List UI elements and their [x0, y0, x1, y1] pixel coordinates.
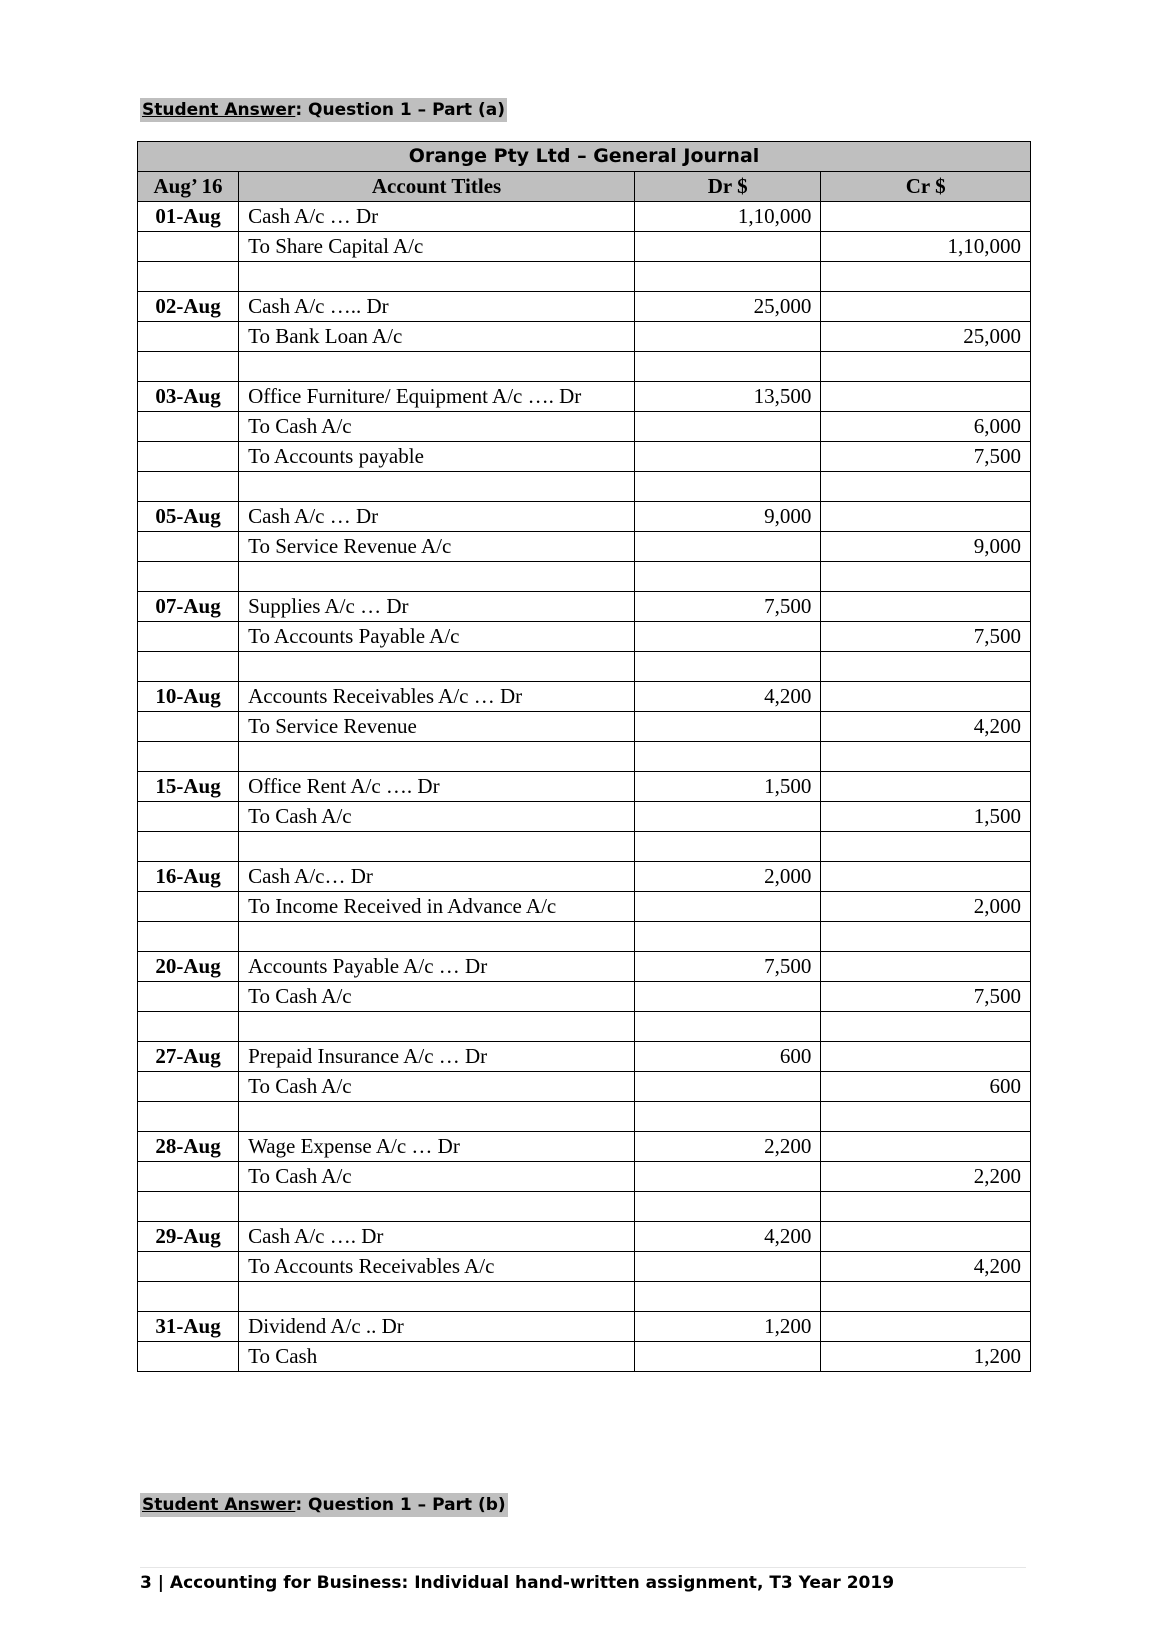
entry-date [138, 982, 239, 1012]
journal-row [138, 622, 1031, 652]
debit-amount [635, 1072, 821, 1102]
debit-amount [635, 622, 821, 652]
debit-amount: 1,10,000 [635, 202, 821, 232]
credit-amount [821, 772, 1031, 802]
journal-row [138, 1312, 1031, 1342]
entry-date [138, 742, 239, 772]
entry-date: 01-Aug [138, 202, 239, 232]
account-title [239, 832, 635, 862]
account-title: To Service Revenue [239, 712, 635, 742]
debit-amount [635, 442, 821, 472]
entry-date [138, 1252, 239, 1282]
entry-date: 28-Aug [138, 1132, 239, 1162]
debit-amount: 1,200 [635, 1312, 821, 1342]
credit-amount [821, 202, 1031, 232]
student-answer-label: Student Answer [142, 100, 296, 120]
entry-date [138, 1342, 239, 1372]
header-date: Aug’ 16 [138, 172, 239, 202]
account-title: To Accounts Payable A/c [239, 622, 635, 652]
journal-header-row [138, 172, 1031, 202]
entry-date [138, 472, 239, 502]
question-1a-heading [140, 98, 507, 122]
journal-row [138, 202, 1031, 232]
credit-amount [821, 1222, 1031, 1252]
journal-row [138, 352, 1031, 382]
account-title: Accounts Receivables A/c … Dr [239, 682, 635, 712]
footer-separator: | [157, 1573, 164, 1593]
entry-date [138, 442, 239, 472]
debit-amount [635, 922, 821, 952]
account-title: Office Rent A/c …. Dr [239, 772, 635, 802]
credit-amount [821, 472, 1031, 502]
entry-date [138, 652, 239, 682]
entry-date [138, 352, 239, 382]
credit-amount: 4,200 [821, 712, 1031, 742]
entry-date [138, 1282, 239, 1312]
page-number: 3 [140, 1573, 152, 1593]
journal-row [138, 262, 1031, 292]
account-title [239, 1012, 635, 1042]
account-title [239, 652, 635, 682]
account-title: To Cash A/c [239, 1072, 635, 1102]
credit-amount [821, 592, 1031, 622]
credit-amount [821, 352, 1031, 382]
entry-date [138, 1012, 239, 1042]
debit-amount [635, 892, 821, 922]
credit-amount: 7,500 [821, 442, 1031, 472]
entry-date: 03-Aug [138, 382, 239, 412]
account-title: To Cash A/c [239, 412, 635, 442]
journal-row [138, 802, 1031, 832]
journal-row [138, 832, 1031, 862]
footer-divider [140, 1567, 1026, 1568]
journal-row [138, 1342, 1031, 1372]
account-title: Wage Expense A/c … Dr [239, 1132, 635, 1162]
journal-row [138, 292, 1031, 322]
journal-row [138, 982, 1031, 1012]
credit-amount: 4,200 [821, 1252, 1031, 1282]
credit-amount [821, 862, 1031, 892]
account-title: To Bank Loan A/c [239, 322, 635, 352]
account-title: To Accounts payable [239, 442, 635, 472]
entry-date: 07-Aug [138, 592, 239, 622]
debit-amount [635, 1252, 821, 1282]
debit-amount [635, 1342, 821, 1372]
journal-row [138, 322, 1031, 352]
entry-date: 02-Aug [138, 292, 239, 322]
entry-date [138, 1102, 239, 1132]
journal-row [138, 892, 1031, 922]
credit-amount [821, 1102, 1031, 1132]
credit-amount: 25,000 [821, 322, 1031, 352]
journal-row [138, 1012, 1031, 1042]
account-title: To Accounts Receivables A/c [239, 1252, 635, 1282]
debit-amount [635, 322, 821, 352]
debit-amount [635, 472, 821, 502]
entry-date: 20-Aug [138, 952, 239, 982]
credit-amount [821, 742, 1031, 772]
debit-amount [635, 802, 821, 832]
credit-amount: 2,200 [821, 1162, 1031, 1192]
account-title: To Income Received in Advance A/c [239, 892, 635, 922]
account-title [239, 472, 635, 502]
journal-row [138, 712, 1031, 742]
debit-amount [635, 712, 821, 742]
credit-amount: 6,000 [821, 412, 1031, 442]
student-answer-label: Student Answer [142, 1495, 296, 1515]
credit-amount: 1,10,000 [821, 232, 1031, 262]
journal-row [138, 1072, 1031, 1102]
entry-date [138, 1192, 239, 1222]
journal-row [138, 742, 1031, 772]
debit-amount [635, 1102, 821, 1132]
credit-amount [821, 1012, 1031, 1042]
debit-amount [635, 1012, 821, 1042]
entry-date: 15-Aug [138, 772, 239, 802]
credit-amount: 2,000 [821, 892, 1031, 922]
debit-amount: 25,000 [635, 292, 821, 322]
account-title: Cash A/c …. Dr [239, 1222, 635, 1252]
journal-row [138, 412, 1031, 442]
entry-date: 29-Aug [138, 1222, 239, 1252]
debit-amount [635, 832, 821, 862]
journal-row [138, 1042, 1031, 1072]
debit-amount [635, 1192, 821, 1222]
entry-date: 27-Aug [138, 1042, 239, 1072]
credit-amount [821, 1042, 1031, 1072]
account-title: To Share Capital A/c [239, 232, 635, 262]
account-title: Cash A/c ….. Dr [239, 292, 635, 322]
debit-amount: 4,200 [635, 1222, 821, 1252]
debit-amount: 7,500 [635, 952, 821, 982]
credit-amount [821, 562, 1031, 592]
account-title: Cash A/c … Dr [239, 202, 635, 232]
credit-amount: 7,500 [821, 622, 1031, 652]
account-title [239, 922, 635, 952]
debit-amount [635, 262, 821, 292]
account-title [239, 562, 635, 592]
journal-row [138, 1252, 1031, 1282]
journal-row [138, 652, 1031, 682]
account-title [239, 1192, 635, 1222]
entry-date [138, 532, 239, 562]
account-title [239, 1102, 635, 1132]
debit-amount [635, 1162, 821, 1192]
header-debit: Dr $ [635, 172, 821, 202]
entry-date [138, 712, 239, 742]
journal-body [138, 202, 1031, 1372]
credit-amount [821, 1312, 1031, 1342]
account-title [239, 1282, 635, 1312]
account-title: Office Furniture/ Equipment A/c …. Dr [239, 382, 635, 412]
entry-date [138, 1162, 239, 1192]
credit-amount [821, 922, 1031, 952]
credit-amount: 1,200 [821, 1342, 1031, 1372]
debit-amount: 4,200 [635, 682, 821, 712]
journal-row [138, 502, 1031, 532]
footer-text: Accounting for Business: Individual hand-written assignment, T3 Year 2019 [169, 1573, 895, 1593]
account-title: To Cash A/c [239, 982, 635, 1012]
journal-row [138, 1132, 1031, 1162]
question-label: : Question 1 – Part (b) [295, 1495, 506, 1515]
account-title: To Service Revenue A/c [239, 532, 635, 562]
debit-amount [635, 532, 821, 562]
entry-date [138, 412, 239, 442]
credit-amount: 9,000 [821, 532, 1031, 562]
journal-row [138, 232, 1031, 262]
journal-row [138, 772, 1031, 802]
journal-row [138, 922, 1031, 952]
entry-date [138, 892, 239, 922]
debit-amount [635, 352, 821, 382]
credit-amount [821, 1132, 1031, 1162]
journal-row [138, 1222, 1031, 1252]
journal-row [138, 1102, 1031, 1132]
header-account-titles: Account Titles [239, 172, 635, 202]
debit-amount [635, 1282, 821, 1312]
credit-amount: 600 [821, 1072, 1031, 1102]
debit-amount: 2,200 [635, 1132, 821, 1162]
account-title: Supplies A/c … Dr [239, 592, 635, 622]
entry-date [138, 562, 239, 592]
journal-row [138, 592, 1031, 622]
entry-date [138, 232, 239, 262]
journal-row [138, 862, 1031, 892]
debit-amount: 600 [635, 1042, 821, 1072]
entry-date [138, 832, 239, 862]
credit-amount [821, 292, 1031, 322]
credit-amount [821, 682, 1031, 712]
journal-row [138, 1192, 1031, 1222]
header-credit: Cr $ [821, 172, 1031, 202]
account-title: Cash A/c… Dr [239, 862, 635, 892]
credit-amount [821, 1192, 1031, 1222]
journal-row [138, 1162, 1031, 1192]
credit-amount [821, 502, 1031, 532]
account-title: Dividend A/c .. Dr [239, 1312, 635, 1342]
credit-amount [821, 1282, 1031, 1312]
page-footer [140, 1572, 894, 1594]
account-title: Accounts Payable A/c … Dr [239, 952, 635, 982]
entry-date [138, 262, 239, 292]
debit-amount: 9,000 [635, 502, 821, 532]
debit-amount [635, 232, 821, 262]
debit-amount [635, 652, 821, 682]
credit-amount: 1,500 [821, 802, 1031, 832]
entry-date: 31-Aug [138, 1312, 239, 1342]
account-title [239, 742, 635, 772]
entry-date [138, 622, 239, 652]
debit-amount [635, 412, 821, 442]
debit-amount [635, 742, 821, 772]
journal-row [138, 442, 1031, 472]
journal-row [138, 382, 1031, 412]
entry-date: 10-Aug [138, 682, 239, 712]
account-title: To Cash [239, 1342, 635, 1372]
question-1b-heading [140, 1493, 508, 1517]
entry-date [138, 802, 239, 832]
entry-date: 05-Aug [138, 502, 239, 532]
journal-title-row [138, 142, 1031, 172]
journal-row [138, 682, 1031, 712]
account-title [239, 352, 635, 382]
question-label: : Question 1 – Part (a) [295, 100, 505, 120]
account-title: Prepaid Insurance A/c … Dr [239, 1042, 635, 1072]
debit-amount [635, 562, 821, 592]
entry-date [138, 1072, 239, 1102]
account-title: Cash A/c … Dr [239, 502, 635, 532]
general-journal-table [137, 141, 1031, 1372]
debit-amount: 1,500 [635, 772, 821, 802]
account-title: To Cash A/c [239, 1162, 635, 1192]
credit-amount [821, 952, 1031, 982]
credit-amount: 7,500 [821, 982, 1031, 1012]
credit-amount [821, 262, 1031, 292]
entry-date [138, 322, 239, 352]
debit-amount: 7,500 [635, 592, 821, 622]
debit-amount: 13,500 [635, 382, 821, 412]
journal-title: Orange Pty Ltd – General Journal [138, 142, 1031, 172]
debit-amount [635, 982, 821, 1012]
credit-amount [821, 652, 1031, 682]
account-title: To Cash A/c [239, 802, 635, 832]
journal-row [138, 562, 1031, 592]
journal-row [138, 532, 1031, 562]
journal-row [138, 952, 1031, 982]
account-title [239, 262, 635, 292]
entry-date [138, 922, 239, 952]
journal-row [138, 472, 1031, 502]
journal-row [138, 1282, 1031, 1312]
credit-amount [821, 832, 1031, 862]
entry-date: 16-Aug [138, 862, 239, 892]
debit-amount: 2,000 [635, 862, 821, 892]
credit-amount [821, 382, 1031, 412]
